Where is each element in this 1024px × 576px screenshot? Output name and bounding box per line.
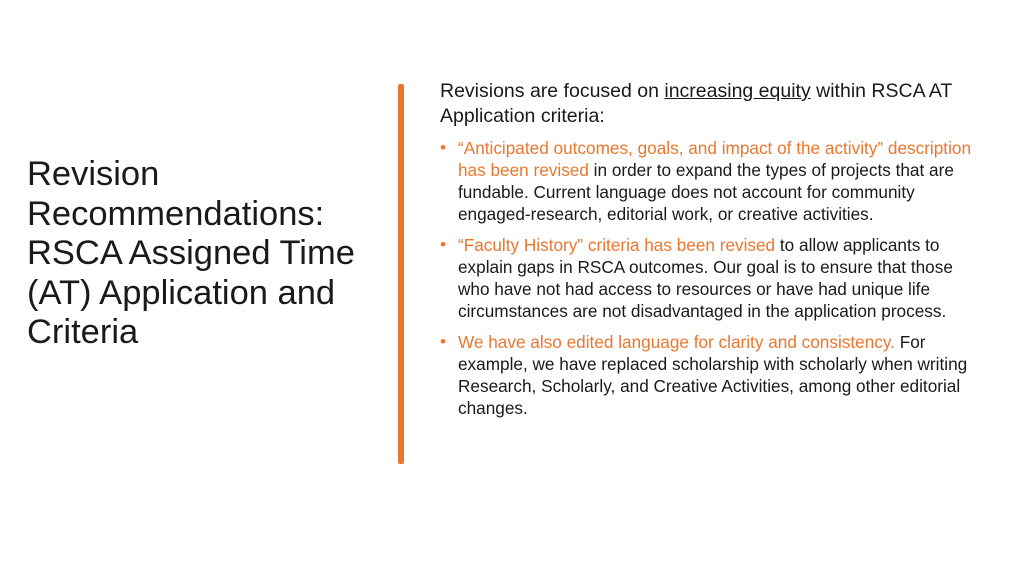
intro-after: within RSCA AT Application criteria:: [440, 80, 952, 127]
slide-title: [27, 155, 387, 353]
bullet-item: [440, 234, 985, 322]
bullet-text: to allow applicants to explain gaps in RSCA outcomes. Our goal is to ensure that those who have not had access to resources or have had unique life circumstances are not disadvantaged in the application process.: [458, 235, 953, 321]
bullet-highlight: We have also edited language for clarity and consistency.: [458, 332, 895, 352]
title-line: RSCA Assigned Time: [27, 234, 355, 272]
bullet-text: in order to expand the types of projects that are fundable. Current language does not account for community engaged-research, editorial work, or creative activities.: [458, 160, 954, 224]
intro-before: Revisions are focused on: [440, 80, 665, 102]
bullet-item: [440, 137, 985, 225]
title-line: Recommendations:: [27, 194, 325, 233]
title-line: Revision: [27, 155, 160, 193]
intro-underlined: increasing equity: [664, 80, 811, 102]
bullet-icon: •: [440, 138, 446, 157]
bullet-list: [440, 137, 985, 419]
bullet-icon: •: [440, 235, 446, 254]
intro-text: [440, 79, 985, 129]
bullet-highlight: “Faculty History” criteria has been revised: [458, 235, 776, 255]
bullet-text: For example, we have replaced scholarship with scholarly when writing Research, Scholarly, and Creative Activities, among other editorial changes.: [458, 332, 968, 418]
slide-content: [440, 79, 985, 428]
title-line: Criteria: [27, 313, 139, 351]
title-line: (AT) Application and: [27, 273, 336, 312]
vertical-divider: [398, 84, 404, 464]
bullet-icon: •: [440, 332, 446, 351]
bullet-item: [440, 331, 985, 419]
bullet-highlight: “Anticipated outcomes, goals, and impact of the activity” description has been revised: [458, 138, 972, 180]
